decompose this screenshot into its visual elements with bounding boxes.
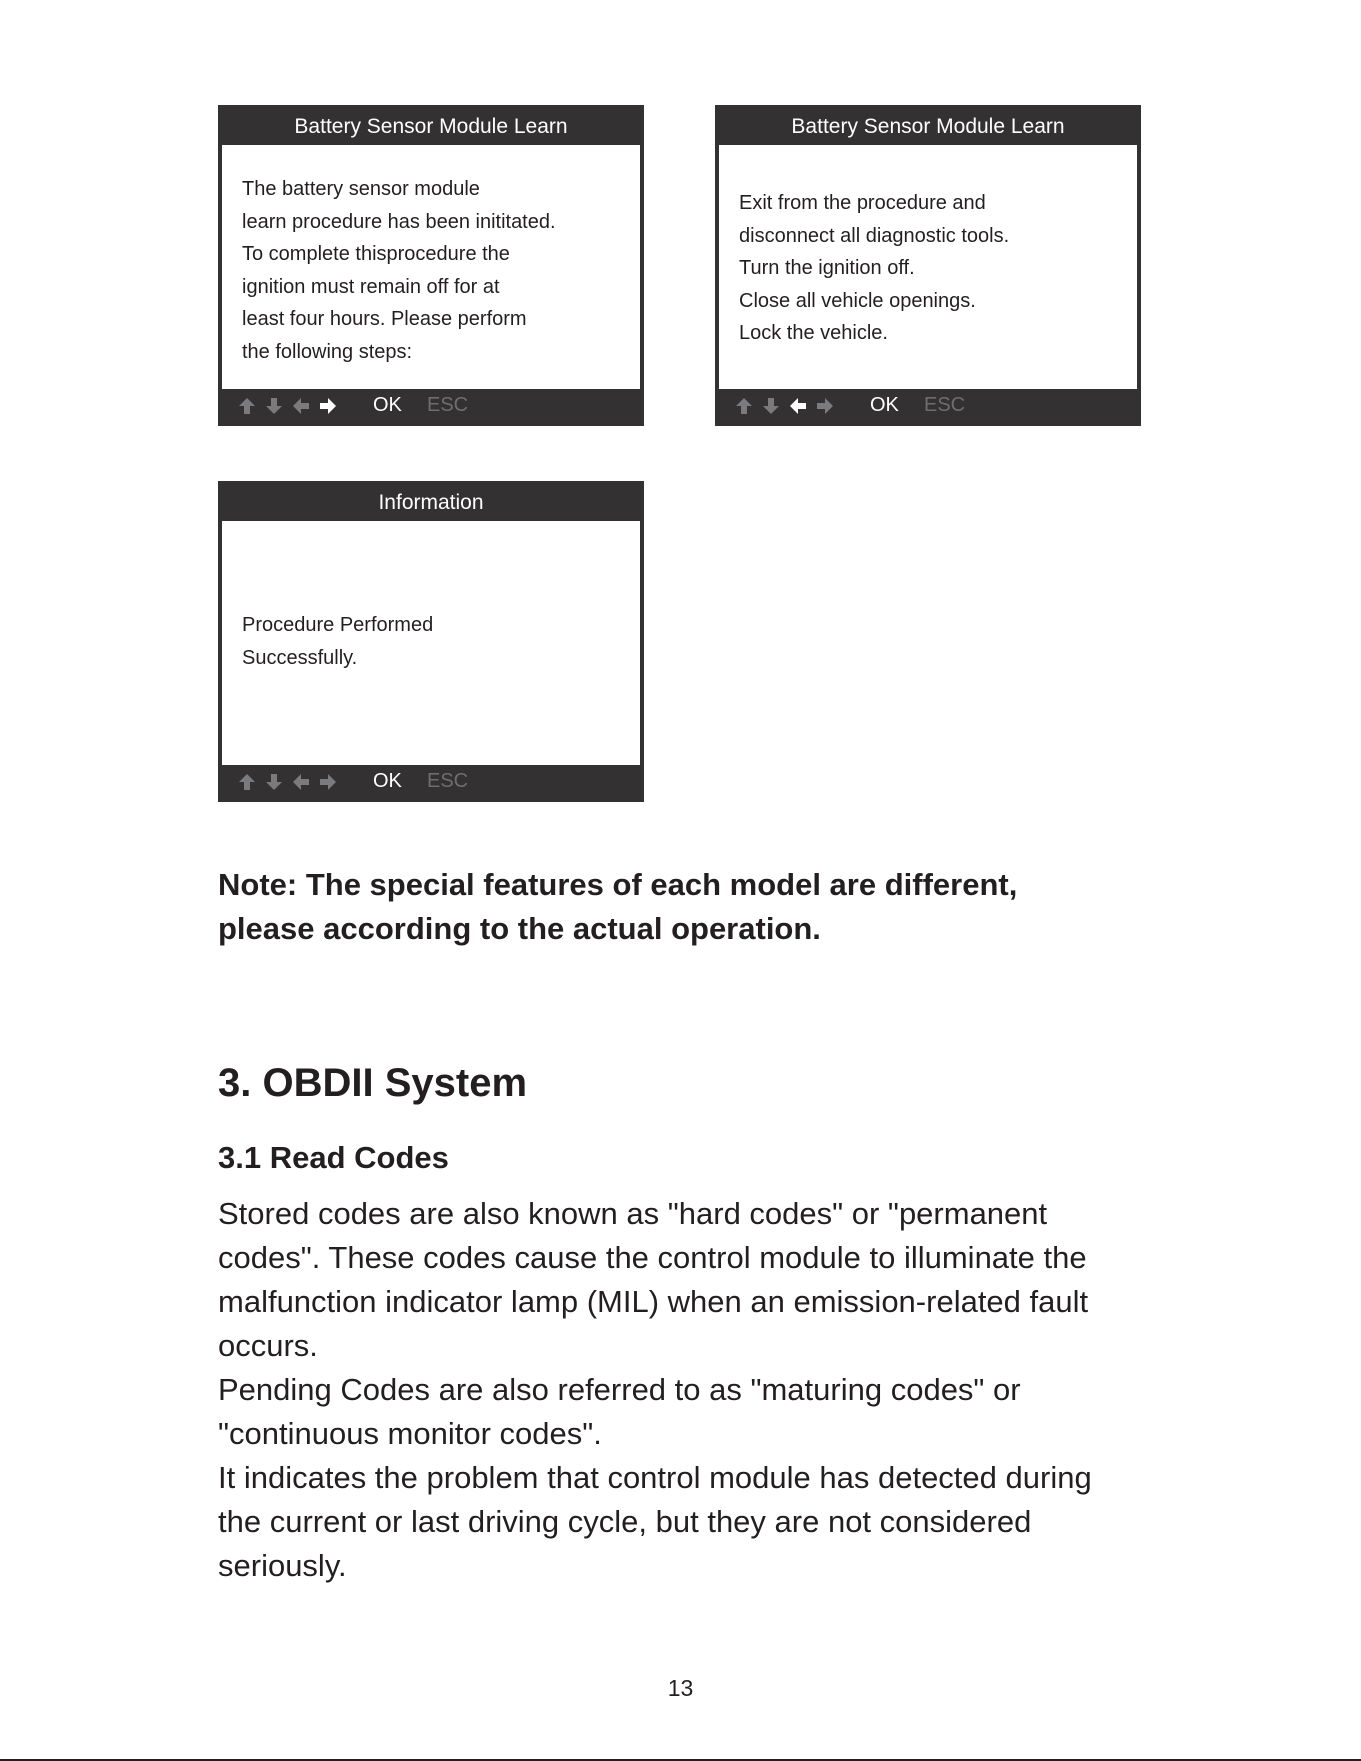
note [218, 863, 1178, 951]
screen-title: Battery Sensor Module Learn [222, 109, 640, 145]
screen-line: ignition must remain off for at [242, 275, 500, 298]
ok-key: OK [373, 770, 402, 792]
left-arrow-icon [787, 395, 809, 417]
page-number: 13 [667, 1675, 694, 1701]
screen-line: the following steps: [242, 340, 413, 363]
screen-body [242, 609, 630, 674]
note-line: Note: The special features of each model are different, [218, 867, 1018, 902]
body-line: codes". These codes cause the control module to illuminate the [218, 1240, 1087, 1275]
screen-body [739, 187, 1127, 350]
screen-body [242, 173, 630, 368]
down-arrow-icon [263, 395, 285, 417]
screen-battery-sensor-learn-2 [715, 105, 1141, 426]
note-line: please according to the actual operation. [218, 911, 821, 946]
screen-information [218, 481, 644, 802]
screen-line: Close all vehicle openings. [739, 289, 976, 312]
screen-title: Information [222, 485, 640, 521]
down-arrow-icon [760, 395, 782, 417]
screen-key-bar [222, 765, 640, 798]
esc-key: ESC [427, 394, 469, 416]
screen-key-bar [222, 389, 640, 422]
screen-line: Lock the vehicle. [739, 322, 888, 344]
body-line: the current or last driving cycle, but they are not considered [218, 1504, 1032, 1539]
screen-line: Turn the ignition off. [739, 257, 915, 279]
section-title: 3. OBDII System [218, 1061, 528, 1105]
up-arrow-icon [236, 771, 258, 793]
screen-line: To complete thisprocedure the [242, 243, 510, 265]
arrow-keys [236, 765, 344, 798]
screen-battery-sensor-learn-1 [218, 105, 644, 426]
body-line: Stored codes are also known as "hard codes" or "permanent [218, 1196, 1048, 1231]
up-arrow-icon [236, 395, 258, 417]
screen-title: Battery Sensor Module Learn [719, 109, 1137, 145]
body-line: It indicates the problem that control module has detected during [218, 1460, 1092, 1495]
arrow-keys [236, 389, 344, 422]
right-arrow-icon [814, 395, 836, 417]
right-arrow-icon [317, 395, 339, 417]
body-text [218, 1192, 1178, 1588]
body-line: malfunction indicator lamp (MIL) when an emission-related fault [218, 1284, 1089, 1319]
screen-line: Successfully. [242, 646, 358, 669]
right-arrow-icon [317, 771, 339, 793]
esc-key: ESC [924, 394, 966, 416]
screen-line: learn procedure has been inititated. [242, 210, 556, 233]
screen-line: Procedure Performed [242, 614, 434, 636]
screen-line: disconnect all diagnostic tools. [739, 224, 1010, 247]
left-arrow-icon [290, 771, 312, 793]
up-arrow-icon [733, 395, 755, 417]
body-line: "continuous monitor codes". [218, 1416, 602, 1451]
ok-key: OK [373, 394, 402, 416]
body-line: occurs. [218, 1328, 318, 1363]
body-line: Pending Codes are also referred to as "maturing codes" or [218, 1372, 1021, 1407]
arrow-keys [733, 389, 841, 422]
left-arrow-icon [290, 395, 312, 417]
screen-line: least four hours. Please perform [242, 308, 527, 330]
subsection-title: 3.1 Read Codes [218, 1140, 449, 1175]
body-line: seriously. [218, 1548, 347, 1583]
ok-key: OK [870, 394, 899, 416]
down-arrow-icon [263, 771, 285, 793]
screen-key-bar [719, 389, 1137, 422]
esc-key: ESC [427, 770, 469, 792]
screen-line: The battery sensor module [242, 178, 480, 200]
screen-line: Exit from the procedure and [739, 192, 986, 214]
